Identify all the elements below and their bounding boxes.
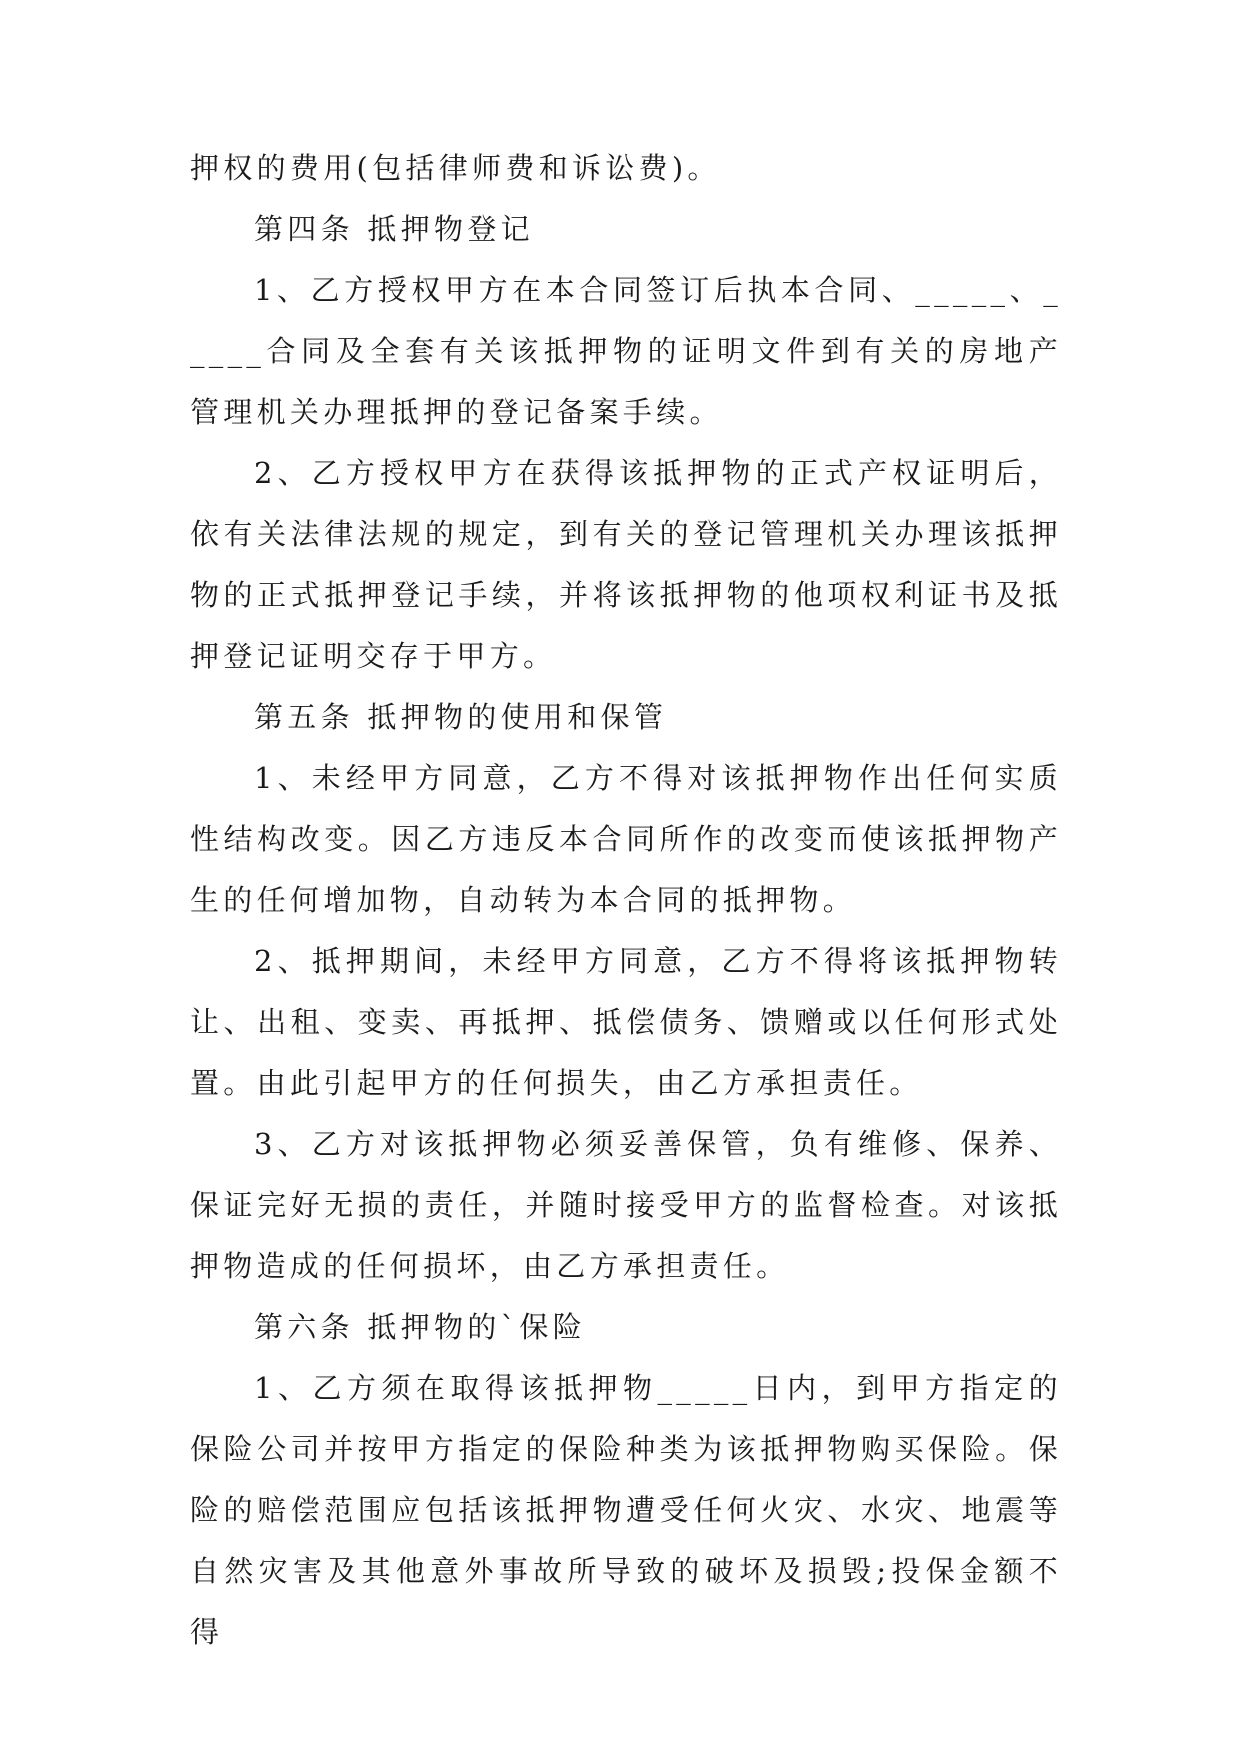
paragraph-continuation: 押权的费用(包括律师费和诉讼费)。: [190, 151, 721, 185]
document-page: [190, 138, 1062, 1663]
article-6-heading: 第六条 抵押物的`保险: [254, 1310, 587, 1344]
article-5-heading: 第五条 抵押物的使用和保管: [254, 700, 668, 734]
article-5-clause-3: 3、乙方对该抵押物必须妥善保管，负有维修、保养、保证完好无损的责任，并随时接受甲方的监督检查。对该抵押物造成的任何损坏，由乙方承担责任。: [190, 1127, 1062, 1283]
article-4-heading: 第四条 抵押物登记: [254, 212, 534, 246]
article-5-clause-1: 1、未经甲方同意，乙方不得对该抵押物作出任何实质性结构改变。因乙方违反本合同所作的改变而使该抵押物产生的任何增加物，自动转为本合同的抵押物。: [190, 761, 1062, 917]
article-5-clause-2: 2、抵押期间，未经甲方同意，乙方不得将该抵押物转让、出租、变卖、再抵押、抵偿债务、馈赠或以任何形式处置。由此引起甲方的任何损失，由乙方承担责任。: [190, 944, 1062, 1100]
article-6-clause-1: 1、乙方须在取得该抵押物_____日内，到甲方指定的保险公司并按甲方指定的保险种类为该抵押物购买保险。保险的赔偿范围应包括该抵押物遭受任何火灾、水灾、地震等自然灾害及其他意外事故所导致的破坏及损毁;投保金额不得: [190, 1371, 1062, 1649]
article-4-clause-2: 2、乙方授权甲方在获得该抵押物的正式产权证明后，依有关法律法规的规定，到有关的登记管理机关办理该抵押物的正式抵押登记手续，并将该抵押物的他项权利证书及抵押登记证明交存于甲方。: [190, 456, 1062, 673]
article-4-clause-1: 1、乙方授权甲方在本合同签订后执本合同、_____、_____合同及全套有关该抵押物的证明文件到有关的房地产管理机关办理抵押的登记备案手续。: [190, 273, 1062, 429]
